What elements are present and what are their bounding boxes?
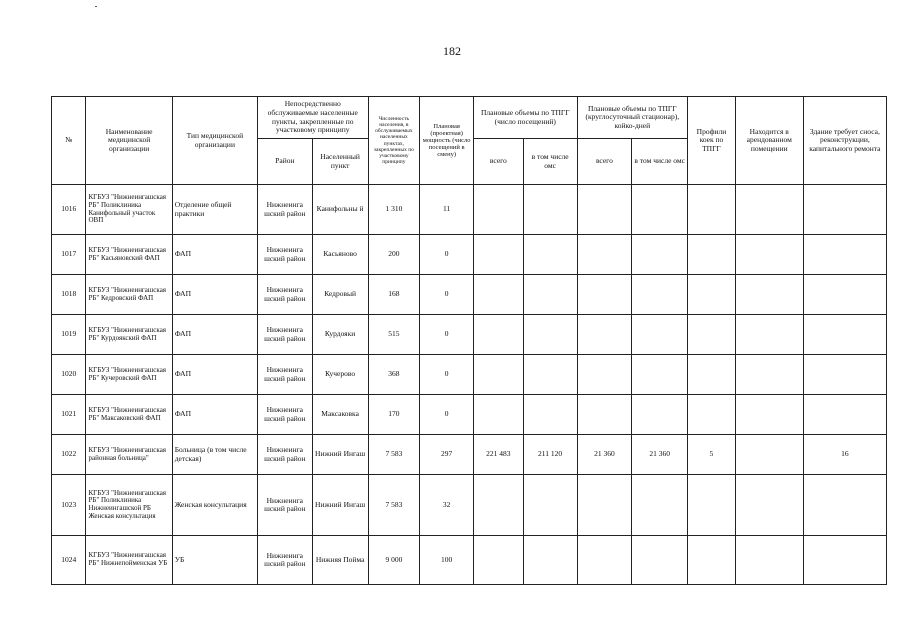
cell-beds [688, 315, 736, 355]
cell-district: Нижнеинга шский район [257, 395, 312, 435]
header-hosp-total: всего [577, 139, 632, 185]
cell-district: Нижнеинга шский район [257, 536, 312, 585]
cell-visits-total [474, 395, 524, 435]
cell-visits-oms [523, 315, 577, 355]
cell-rented [735, 315, 803, 355]
cell-district: Нижнеинга шский район [257, 355, 312, 395]
table-row [52, 536, 887, 585]
cell-row-number: 1024 [52, 536, 86, 585]
header-capacity: Плановая (проектная) мощность (число посещений в смену) [420, 97, 474, 185]
header-visits-oms: в том числе омс [523, 139, 577, 185]
cell-district: Нижнеинга шский район [257, 235, 312, 275]
cell-capacity: 11 [420, 185, 474, 235]
cell-hosp-oms [632, 536, 688, 585]
cell-hosp-oms [632, 275, 688, 315]
cell-visits-oms [523, 475, 577, 536]
cell-repair: 16 [803, 435, 886, 475]
cell-hosp-oms: 21 360 [632, 435, 688, 475]
header-row-top [52, 97, 887, 139]
cell-visits-total [474, 275, 524, 315]
cell-hosp-total [577, 355, 632, 395]
cell-row-number: 1020 [52, 355, 86, 395]
cell-rented [735, 355, 803, 395]
cell-capacity: 0 [420, 275, 474, 315]
cell-visits-total [474, 355, 524, 395]
table-row [52, 355, 887, 395]
cell-population: 7 583 [368, 475, 420, 536]
cell-rented [735, 536, 803, 585]
cell-org-name: КГБУЗ "Нижнеингашская РБ" Касьяновский ФАП [86, 235, 172, 275]
medical-organizations-table [51, 96, 887, 585]
cell-capacity: 32 [420, 475, 474, 536]
scan-speck [95, 6, 97, 7]
cell-row-number: 1023 [52, 475, 86, 536]
cell-visits-total [474, 475, 524, 536]
header-hosp-oms: в том числе омс [632, 139, 688, 185]
cell-hosp-oms [632, 185, 688, 235]
header-tpgg-hospital: Плановые объемы по ТПГГ (круглосуточный стационар), койко-дней [577, 97, 688, 139]
cell-repair [803, 315, 886, 355]
table-row [52, 395, 887, 435]
cell-org-type: ФАП [172, 275, 257, 315]
cell-population: 1 310 [368, 185, 420, 235]
cell-population: 170 [368, 395, 420, 435]
cell-beds [688, 185, 736, 235]
cell-rented [735, 235, 803, 275]
table-row [52, 185, 887, 235]
cell-rented [735, 395, 803, 435]
cell-row-number: 1017 [52, 235, 86, 275]
cell-visits-oms [523, 355, 577, 395]
cell-hosp-oms [632, 355, 688, 395]
cell-capacity: 100 [420, 536, 474, 585]
table-row [52, 235, 887, 275]
cell-repair [803, 536, 886, 585]
cell-repair [803, 235, 886, 275]
cell-hosp-oms [632, 235, 688, 275]
cell-org-type: УБ [172, 536, 257, 585]
header-settlement: Населенный пункт [312, 139, 368, 185]
header-num: № [52, 97, 86, 185]
cell-org-name: КГБУЗ "Нижнеингашская районная больница" [86, 435, 172, 475]
cell-capacity: 0 [420, 355, 474, 395]
cell-visits-oms [523, 185, 577, 235]
cell-visits-oms [523, 235, 577, 275]
header-visits-total: всего [474, 139, 524, 185]
cell-visits-total: 221 483 [474, 435, 524, 475]
cell-settlement: Нижний Ингаш [312, 475, 368, 536]
cell-repair [803, 355, 886, 395]
cell-capacity: 0 [420, 235, 474, 275]
cell-org-name: КГБУЗ "Нижнеингашская РБ" Кучеровский ФАП [86, 355, 172, 395]
header-org-type: Тип медицинской организации [172, 97, 257, 185]
header-population: Численность населения, в обслуживаемых населенных пунктах, закрепленных по участковому принципу [368, 97, 420, 185]
cell-row-number: 1022 [52, 435, 86, 475]
cell-hosp-total [577, 275, 632, 315]
cell-visits-total [474, 235, 524, 275]
cell-org-type: Больница (в том числе детская) [172, 435, 257, 475]
cell-org-name: КГБУЗ "Нижнеингашская РБ" Максаковский ФАП [86, 395, 172, 435]
cell-hosp-total [577, 475, 632, 536]
cell-org-name: КГБУЗ "Нижнеингашская РБ" Кедровский ФАП [86, 275, 172, 315]
cell-hosp-total [577, 395, 632, 435]
cell-repair [803, 275, 886, 315]
cell-beds [688, 536, 736, 585]
cell-org-type: ФАП [172, 395, 257, 435]
cell-district: Нижнеинга шский район [257, 185, 312, 235]
cell-visits-oms: 211 120 [523, 435, 577, 475]
cell-capacity: 0 [420, 395, 474, 435]
table-row [52, 315, 887, 355]
cell-org-type: ФАП [172, 315, 257, 355]
cell-row-number: 1019 [52, 315, 86, 355]
cell-district: Нижнеинга шский район [257, 315, 312, 355]
header-org-name: Наименование медицинской организации [86, 97, 172, 185]
cell-hosp-total [577, 235, 632, 275]
page-number: 182 [443, 44, 461, 58]
cell-repair [803, 185, 886, 235]
cell-repair [803, 395, 886, 435]
cell-district: Нижнеинга шский район [257, 275, 312, 315]
cell-settlement: Курдояки [312, 315, 368, 355]
cell-capacity: 0 [420, 315, 474, 355]
cell-rented [735, 435, 803, 475]
cell-org-type: ФАП [172, 355, 257, 395]
cell-population: 200 [368, 235, 420, 275]
cell-visits-total [474, 536, 524, 585]
cell-repair [803, 475, 886, 536]
header-repair: Здание требует сноса, реконструкции, капитального ремонта [803, 97, 886, 185]
cell-settlement: Касьяново [312, 235, 368, 275]
cell-hosp-oms [632, 475, 688, 536]
table-row [52, 275, 887, 315]
cell-hosp-oms [632, 395, 688, 435]
cell-rented [735, 185, 803, 235]
cell-visits-oms [523, 395, 577, 435]
cell-beds [688, 235, 736, 275]
cell-org-type: Отделение общей практики [172, 185, 257, 235]
cell-settlement: Нижняя Пойма [312, 536, 368, 585]
cell-rented [735, 475, 803, 536]
cell-hosp-total [577, 185, 632, 235]
cell-visits-oms [523, 536, 577, 585]
cell-row-number: 1021 [52, 395, 86, 435]
cell-settlement: Канифольны й [312, 185, 368, 235]
cell-org-type: ФАП [172, 235, 257, 275]
cell-district: Нижнеинга шский район [257, 435, 312, 475]
header-district: Район [257, 139, 312, 185]
cell-capacity: 297 [420, 435, 474, 475]
cell-visits-total [474, 185, 524, 235]
cell-beds [688, 475, 736, 536]
cell-visits-total [474, 315, 524, 355]
table-row [52, 475, 887, 536]
cell-settlement: Кучерово [312, 355, 368, 395]
cell-settlement: Максаковка [312, 395, 368, 435]
cell-settlement: Кедровый [312, 275, 368, 315]
cell-population: 515 [368, 315, 420, 355]
cell-hosp-total [577, 536, 632, 585]
cell-beds [688, 355, 736, 395]
cell-population: 168 [368, 275, 420, 315]
cell-population: 7 583 [368, 435, 420, 475]
header-tpgg-visits: Плановые объемы по ТПГГ (число посещений) [474, 97, 577, 139]
cell-org-name: КГБУЗ "Нижнеингашская РБ" Поликлиника Канифольный участок ОВП [86, 185, 172, 235]
header-rented: Находится в арендованном помещении [735, 97, 803, 185]
cell-org-name: КГБУЗ "Нижнеингашская РБ" Курдоякский ФАП [86, 315, 172, 355]
cell-rented [735, 275, 803, 315]
cell-org-type: Женская консультация [172, 475, 257, 536]
cell-hosp-total: 21 360 [577, 435, 632, 475]
cell-population: 9 000 [368, 536, 420, 585]
cell-row-number: 1016 [52, 185, 86, 235]
cell-population: 368 [368, 355, 420, 395]
cell-visits-oms [523, 275, 577, 315]
cell-beds: 5 [688, 435, 736, 475]
cell-org-name: КГБУЗ "Нижнеингашская РБ" Поликлиника Нижнеингашской РБ Женская консультация [86, 475, 172, 536]
cell-org-name: КГБУЗ "Нижнеингашская РБ" Нижнепойменская УБ [86, 536, 172, 585]
header-beds: Профили коек по ТПГГ [688, 97, 736, 185]
cell-row-number: 1018 [52, 275, 86, 315]
header-served-group: Непосредственно обслуживаемые населенные пункты, закрепленные по участковому принципу [257, 97, 368, 139]
table-row [52, 435, 887, 475]
cell-district: Нижнеинга шский район [257, 475, 312, 536]
cell-beds [688, 395, 736, 435]
cell-settlement: Нижний Ингаш [312, 435, 368, 475]
cell-beds [688, 275, 736, 315]
cell-hosp-total [577, 315, 632, 355]
cell-hosp-oms [632, 315, 688, 355]
